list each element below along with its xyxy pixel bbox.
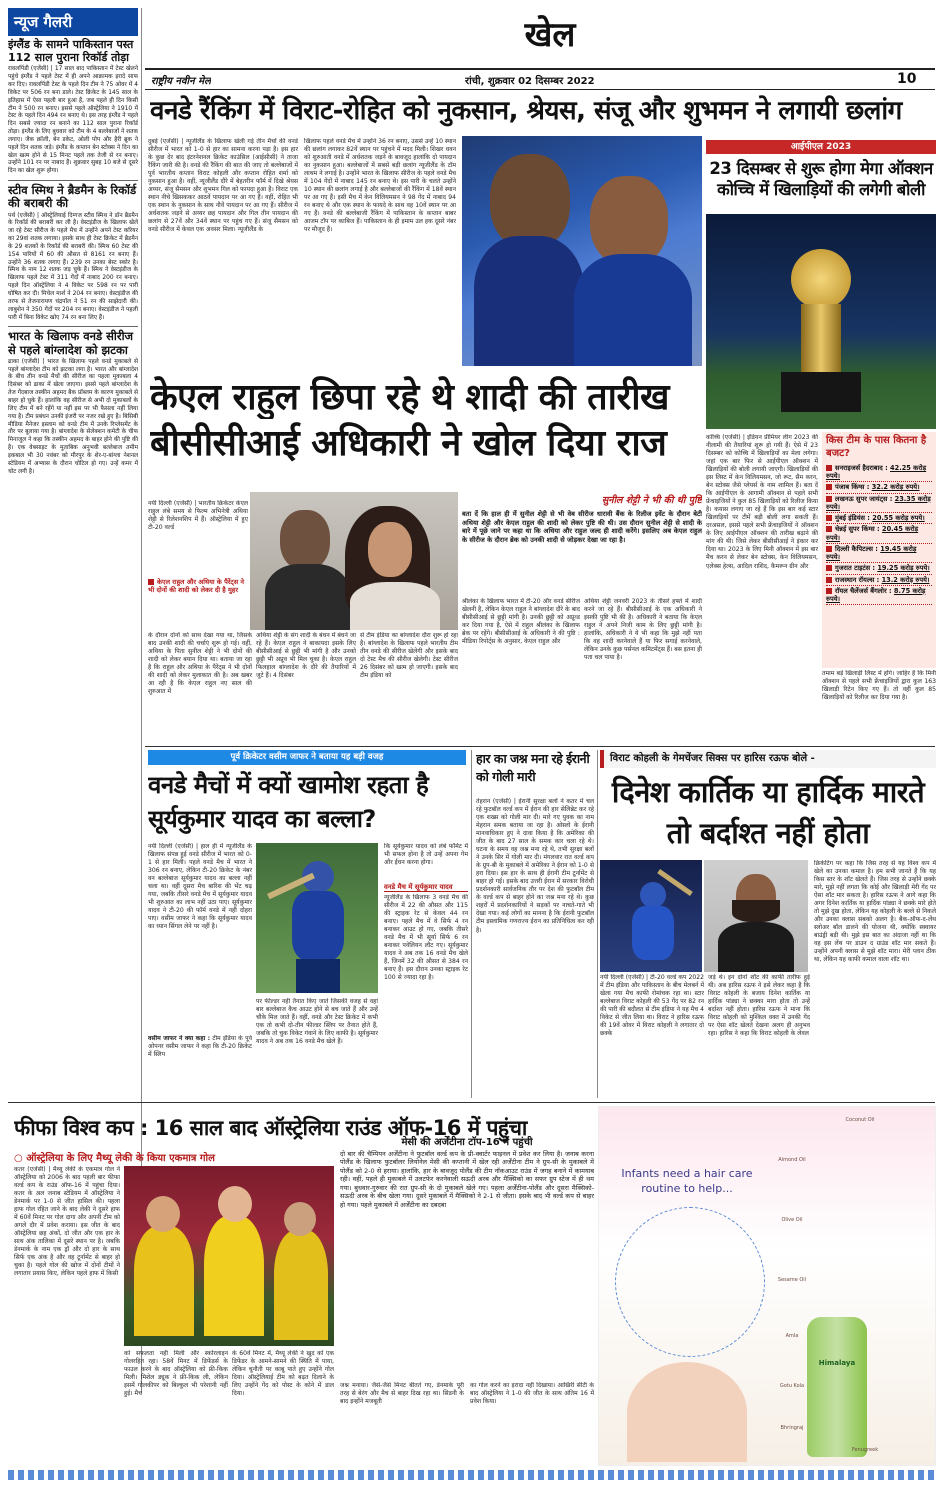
- fifa-col-2: को सफलता नहीं मिली और स्कोरलाइन गोलरहित रहा। 58वें मिनट में डिफेंडर्स के फाउल करने के बाद ऑस्ट्रेलिया को फ्री-किक मिली। मिशेल ड्यूक ने फ्री-किक ली, लेकिन इसमें गोलकीपर को बिल्कुल भी परेशानी नहीं हुई। मैच: [124, 1350, 228, 1398]
- messi-body: दो बार की चैम्पियन अर्जेंटीना ने फुटबॉल वर्ल्ड कप के प्री-क्वार्टर फाइनल में प्रवेश कर लिया है। जनाब करना पोलैंड के खिलाफ फुटबॉलर लियोनेल मेसी की कप्तानी में खेल रही अर्जेंटीना टीम ने ग्रुप-सी के मुकाबले में पोलैंड को 2-0 से हराया। हालांकि, हार के बावजूद पोलैंड की टीम नॉकआउट राउंड में जगह बनाने में कामयाब रही। वहीं, पहले ही मुकाबले में उलटफेर करनेवाली सऊदी अरब और मैक्सिको का सफर ग्रुप स्टेज में ही थम गया। बुधवार-गुरुवार की रात ग्रुप-सी के दो मुकाबले खेले गए। पहला अर्जेंटीना-पोलैंड और दूसरा मैक्सिको-सऊदी अरब के बीच खेला गया। दूसरे मुकाबले में मैक्सिको ने 2-1 से जीता। इसके बाद भी वर्ल्ड कप से बाहर हो गया। पहले मुकाबले में अर्जेंटीना का दबदबा: [340, 1150, 594, 1209]
- divider: [8, 180, 138, 181]
- budget-row: गुजरात टाइटंस : 19.25 करोड़ रुपये।: [826, 563, 932, 574]
- column-rule: [597, 750, 598, 1098]
- bullet-square-icon: [826, 588, 832, 594]
- page-number: 10: [897, 71, 917, 87]
- rahul-col-f: अथिया शेट्टी जनवरी 2023 के तीसरे हफ्ते में शादी करने जा रहे हैं। बीसीसीआई के एक अधिकारी ने इसकी पुष्टि भी की है। अधिकारी ने बताया कि केएल राहुल ने अपने निजी काम के लिए छुट्टी मांगी है। हालांकि, अधिकारी ने ये भी कहा कि मुझे नहीं पता कि वह शादी करनेवाले हैं या फिर सगाई करनेवाले, लेकिन उनके कुछ पर्सनल कमिटमेंट्स हैं। बस इतना ही पता चल पाया है।: [584, 598, 702, 662]
- gallery-body-1: रावलपिंडी (एजेंसी) | 17 साल बाद पाकिस्तान में टेस्ट खेलने पहुंचे इंग्लैंड ने पहले टेस्ट में ही अपने आक्रामक इरादे साफ कर दिए। रावलपिंडी टेस्ट के पहले दिन टीम ने 75 ओवर में 4 विकेट पर 506 रन बना डाले। टेस्ट क्रिकेट के 145 साल के इतिहास में ऐसा पहली बार हुआ है, जब पहले ही दिन किसी टीम ने 500 रन बनाए। इससे पहले ऑस्ट्रेलिया ने 1910 में टेस्ट के पहले दिन 494 रन बनाए थे। इस तरह इंग्लैंड ने पहले दिन सबसे ज्यादा रन बनाने का 112 साल पुराना रिकॉर्ड तोड़ा। इंग्लैंड के लिए बुधवार को टीम के 4 बल्लेबाजों ने शतक लगाए। जैक क्रॉली, बेन डकेट, ओली पोप और हैरी ब्रूक ने पहले दिन शतक जड़े। इंग्लैंड के कप्तान बेन स्टोक्स ने दिन का खेल खत्म होने से 15 मिनट पहले तक तेजी से रन बनाए। उन्होंने 101 रन पर नाबाद हैं। शुक्रवार सुबह 10 बजे से दूसरे दिन का खेल शुरू होगा।: [8, 66, 138, 175]
- surya-col-2: पर फील्डर नहीं तैनात किए जाते जिसकी वजह से वहां बार बल्लेबाज कैच आउट होने से बच जाते हैं और उन्हें चौके मिल जाते हैं। वहीं, वनडे और टेस्ट क्रिकेट में कभी एक तो कभी दो-तीन फील्डर स्लिप पर तैनात होते हैं, जबकि तो चुक विकेट गंवाने के लिए काफी है। सूर्यकुमार यादव ने अब तक 16 वनडे मैच खेले हैं।: [256, 998, 378, 1046]
- australia-players-photo: [124, 1166, 334, 1346]
- rahul-col-d: बता दें कि हाल ही में सुनील शेट्टी से भी वेब सीरीज धारावी बैंक के रिलीज इवेंट के दौरान बेटी अथिया शेट्टी और केएल राहुल की शादी को लेकर पुष्टि की थी। उस दौरान सुनील शेट्टी से शादी के बारे में पूछे जाने पर कहा था कि अथिया और राहुल जल्द ही शादी करेंगे। इसलिए अब केएल राहुल के सीरीज के दौरान ब्रेक को उनकी शादी से जोड़कर देखा जा रहा है।: [462, 510, 702, 545]
- rahul-col-a: के दौरान दोनों को साथ देखा गया था, जिसके बाद उनकी शादी की चर्चाएं शुरू हो गई। वहीं, अथिया के पिता सुनील शेट्टी ने भी दोनों की शादी को लेकर बयान दिया था। बताया जा रहा है कि राहुल और अथिया के पैरेंट्स ने भी दोनों की शादी को लेकर मुलाकात की है। अब खबर आ रही है कि केएल राहुल नए साल की शुरुआत में: [148, 632, 252, 696]
- paper-name: राष्ट्रीय नवीन मेल: [151, 76, 211, 87]
- iran-body: तेहरान (एजेंसी) | ईरानी सुरक्षा बलों ने कतर में चल रहे फुटबॉल वर्ल्ड कप में ईरान की हार सेलिब्रेट कर रहे एक शख्स को गोली मार दी। मारे गए युवक का नाम मेहरान समक बताया जा रहा है। ओस्लो के ईरानी मानवाधिकार हुए ने दावा किया है कि अमेरिका की जीत के बाद 27 साल के समक कार चला रहे थे। घटना के समय वह जश्न मना रहे थे, तभी सुरक्षा बलों ने उनके सिर में गोली मार दी। मंगलवार रात वर्ल्ड कप के ग्रुप-बी के मुकाबले में अमेरिका ने ईरान को 1-0 से हरा दिया। इस हार के साथ ही ईरानी टीम टूर्नामेंट से बाहर हो गई। इसके बाद उत्तरी ईरान में सरकार विरोधी प्रदर्शनकारी सार्वजनिक तौर पर देश की फुटबॉल टीम के वर्ल्ड कप से बाहर होने का जश्न मना रहे थे। कुछ शहरों में प्रदर्शनकारियों ने सड़कों पर नाचते-गाते भी देखा गया। कई लोगों का मानना है कि ईरानी फुटबॉल टीम इस्लामिक गणराज्य ईरान का प्रतिनिधित्व कर रही है।: [476, 798, 594, 934]
- budget-row: राजस्थान रॉयल्स : 13.2 करोड़ रुपये।: [826, 575, 932, 586]
- surya-col-1: नयी दिल्ली (एजेंसी) | हाल ही में न्यूजीलैंड के खिलाफ संपन्न हुई वनडे सीरीज में भारत को 0-1 से हार मिली। पहले वनडे मैच में भारत ने 306 रन बनाए, लेकिन टी-20 क्रिकेट के नंबर वन बल्लेबाज सूर्यकुमार यादव का बल्ला नहीं चला था। वहीं दूसरा मैच बारिश की भेंट चढ़ गया, जबकि तीसरे वनडे मैच में सूर्यकुमार यादव भी शुरुआत का लाभ नहीं उठा पाए। सूर्यकुमार यादव ने टी-20 की फॉर्म वनडे में नहीं दोहरा पाए। वसीम जाफर ने कहा कि सूर्यकुमार यादव का ध्यान सिंगल लेने पर नहीं है।: [148, 843, 252, 931]
- budget-row: चेन्नई सुपर किंग्स : 20.45 करोड़ रुपये।: [826, 524, 932, 543]
- fifa-col-3: के 60वें मिनट में, मैथ्यू लेकी ने खुद को एक डिफेंडर के आमने-सामने की स्थिति में पाया, लेकिन चुनौती पर काबू पाते हुए उन्होंने गोल दिया। ऑस्ट्रेलियाई टीम को बढ़त दिलाने के लिए उन्होंने गेंद को पोस्ट के कोने में डाल दिया।: [232, 1350, 334, 1398]
- rahul-athiya-photo: [250, 492, 458, 630]
- rahul-col-b: अथिया शेट्टी के संग शादी के बंधन में बंधने जा रहे हैं। केएल राहुल ने बाकायदा इसके लिए बीसीसीआई से छुट्टी भी मांगी है और उनको छुट्टी भी अप्रूव भी मिल चुका है। केएल राहुल फिलहाल बांग्लादेश के दौरे की तैयारियों में जुटे हैं। 4 दिसंबर: [256, 632, 356, 680]
- budget-row: दिल्ली कैपिटल्स : 19.45 करोड़ रुपये।: [826, 544, 932, 563]
- surya-sub-kicker: वनडे मैच में सूर्यकुमार यादव: [384, 882, 468, 892]
- surya-col-3: कि सूर्यकुमार यादव को लंबे फॉर्मेट में भी सफल होना है तो उन्हें अपना गेम और ईंधन करना होगा।: [384, 843, 468, 867]
- rahul-intro: नयी दिल्ली (एजेंसी) | भारतीय क्रिकेटर केएल राहुल लंबे समय से फिल्म अभिनेत्री अथिया शेट्टी से रिलेशनशिप में हैं। ऑस्ट्रेलिया में हुए टी-20 वर्ल्ड: [148, 500, 248, 532]
- rahul-col-e: श्रीलंका के खिलाफ भारत में टी-20 और वनडे सीरीज खेलनी है, लेकिन केएल राहुल ने बांग्लादेश दौरे के बाद बीसीसीआई से छुट्टी मांगी है। उनकी छुट्टी को अप्रूव्ड कर दिया गया है, ऐसे में राहुल श्रीलंका के खिलाफ ब्रेक पर रहेंगे। बीसीसीआई के अधिकारी ने की पुष्टि : मीडिया रिपोर्ट्स के अनुसार, केएल राहुल और: [462, 598, 580, 646]
- dateline: रांची, शुक्रवार 02 दिसम्बर 2022: [465, 76, 595, 87]
- jaffer-text: टीम इंडिया के पूर्व ओपनर वसीम जाफर ने कहा कि टी-20 क्रिकेट में स्लिप: [148, 1035, 252, 1059]
- ipl-budget-box: [822, 432, 936, 668]
- surya-headline: वनडे मैचों में क्यों खामोश रहता है सूर्यकुमार यादव का बल्ला?: [148, 771, 429, 834]
- ipl-trophy-photo: [706, 214, 936, 429]
- ingredient-label: Gotu Kola: [779, 1383, 805, 1389]
- budget-box-title: किस टीम के पास कितना है बजट?: [826, 435, 927, 459]
- ranking-col-1: दुबई (एजेंसी) | न्यूजीलैंड के खिलाफ खेली गई तीन मैचों की वनडे सीरीज में भारत को 1-0 से हार का सामना करना पड़ा है। इस हार के कुछ देर बाद इंटरनेशनल क्रिकेट काउंसिल (आईसीसी) ने ताजा रैंकिंग जारी की है। वनडे की रैंकिंग की बात की जाए तो बल्लेबाजों में पूर्व भारतीय कप्तान विराट कोहली और कप्तान रोहित शर्मा को नुकसान हुआ है। वहीं, न्यूजीलैंड दौरे में बेहतरीन फॉर्म में दिखे श्रेयस अय्यर, संजू सैमसन और शुभमन गिल को फायदा हुआ है। विराट एक स्थान नीचे खिसककर आठवें पायदान पर आ गए हैं। वहीं, रोहित भी एक स्थान के नुकसान के साथ नौवें पायदान पर आ गए हैं। सीरीज में अर्धशतक जड़ने से अय्यर छह पायदान और गिल तीन पायदान की छलांग से 27वें और 34वें स्थान पर पहुंच गए हैं। संजू सैमसन को वनडे सीरीज में केवल एक अवसर मिला। न्यूजीलैंड के: [148, 138, 298, 234]
- bullet-square-icon: [826, 577, 832, 583]
- ingredient-label: Almond Oil: [778, 1157, 806, 1163]
- baby-image: [627, 1362, 747, 1462]
- messi-col-2: जश्न मनाया। जैसे-जैसे मिनट बीतते गए, डेनमार्क पूरी तरह से बेरंग और मैच से बाहर दिख रहा था। सिडनी के बाद इन्होंने मजबूती: [340, 1382, 464, 1406]
- ipl-tag: आईपीएल 2023: [706, 140, 936, 154]
- surya-kicker: पूर्व क्रिकेटर वसीम जाफर ने बताया यह बड़ी वजह: [148, 750, 466, 765]
- ingredient-label: Sesame Oil: [777, 1277, 807, 1283]
- surya-jaffer: [148, 1035, 252, 1098]
- kohli-batting-photo: [600, 860, 702, 972]
- gallery-body-2: पर्थ (एजेंसी) | ऑस्ट्रेलियाई दिग्गज स्टीव स्मिथ ने डॉन ब्रैडमैन के रिकॉर्ड की बराबरी कर ली है। वेस्टइंडीज के खिलाफ खेले जा रहे टेस्ट सीरीज के पहले मैच में उन्होंने अपने टेस्ट करियर का 29वां शतक लगाया। इसके साथ ही टेस्ट क्रिकेट में ब्रैडमैन के 29 शतकों के रिकॉर्ड की बराबरी की। स्मिथ 60 टेस्ट की 154 पारियों में 60 की औसत से 8161 रन बनाए हैं। उन्होंने 36 शतक लगाए हैं। 239 रन उनका बेस्ट स्कोर है। स्मिथ के नाम 12 शतक जड़ चुके हैं। स्मिथ ने वेस्टइंडीज के खिलाफ पहले टेस्ट में 311 गेंदों में नाबाद 200 रन बनाए। पहले दिन ऑस्ट्रेलिया ने 4 विकेट पर 598 रन पर पारी घोषित कर दी। मिचेल मार्श ने 204 रन बनाए। वेस्टइंडीज की तरफ से तेजनारायण चंद्रपॉल ने 51 रन की साझेदारी की। लाबुशेन ने 350 गेंदों पर 204 रन बनाए। वेस्टइंडीज ने पहली पारी में बिना विकेट खोए 74 रन बना लिए हैं।: [8, 212, 138, 321]
- divider: [8, 1102, 935, 1103]
- budget-row: मुंबई इंडियंस : 20.55 करोड़ रुपये।: [826, 513, 932, 524]
- rauf-headline: दिनेश कार्तिक या हार्दिक मारते तो बर्दाश्त नहीं होता: [611, 775, 925, 851]
- bullet-square-icon: [826, 465, 832, 471]
- fifa-headline: फीफा विश्व कप : 16 साल बाद ऑस्ट्रेलिया राउंड ऑफ-16 में पहुंचा: [14, 1116, 527, 1140]
- bullet-square-icon: [826, 515, 832, 521]
- rauf-col-3: क्रिकेटिंग पर कहा कि जिस तरह से यह विश्व कप में खेले का उनका कमाल है। हम सभी जानते हैं कि यह किस स्तर के शॉट खेलते हैं। जिस तरह से उन्होंने छक्के मारे, मुझे नहीं लगता कि कोई और खिलाड़ी मेरी गेंद पर ऐसा शॉट मार सकता है। हारिस रऊफ ने आगे कहा कि अगर दिनेश कार्तिक या हार्दिक पांड्या ने छक्के मारे होते तो मुझे दुख होता, लेकिन यह कोहली के बल्ले से निकले और उनका क्लास सबको अलग है। बैक-ऑफ-द-लेंथ स्लोअर बॉल डालने की योजना थी, क्योंकि स्क्वायर बाउंड्री बड़ी थी। मुझे इस बात का अंदाजा नहीं था कि वह इस लेंथ पर डाउन द ग्राउंड शॉट मार सकते हैं। उन्होंने अपनी क्लास से मुझे शॉट मारा। मेरी प्लान ठीक था, लेकिन यह काफी कमाल वाला शॉट था।: [814, 860, 936, 964]
- bullet-square-icon: [826, 546, 832, 552]
- rauf-col-2: जड़े थे। इन दोनों शॉट की काफी तारीफ हुई थी। अब हारिस रऊफ ने इसे लेकर कहा है कि विराट कोहली के बजाय दिनेश कार्तिक या हार्दिक पांड्या ने छक्का मारा होता तो उन्हें बर्दाश्त नहीं होता। हारिस रऊफ ने माना कि विराट कोहली को मुश्किल वक्त में उनकी गेंद पर ऐसा शॉट खेलते देखना अलग ही अनुभव रहा। हारिस ने कहा कि विराट कोहली के लेवल: [708, 974, 810, 1038]
- suryakumar-photo: [256, 843, 378, 993]
- ad-brand: Himalaya: [818, 1359, 856, 1367]
- column-rule: [471, 750, 472, 1098]
- messi-headline: मेसी की अर्जेंटीना टॉप-16 में पहुंची: [401, 1137, 533, 1148]
- gallery-headline-2: स्टीव स्मिथ ने ब्रैडमैन के रिकॉर्ड की बराबरी की: [8, 183, 137, 211]
- rahul-caption: केएल राहुल और अथिया के पैरेंट्स ने भी दोनों की शादी को लेकर दी है मुहर: [148, 578, 244, 595]
- page-bottom-border: [8, 1470, 935, 1480]
- ingredient-label: Coconut Oil: [845, 1117, 875, 1123]
- rahul-headline-2: बीसीसीआई अधिकारी ने खोल दिया राज: [150, 423, 667, 464]
- fifa-kicker: ○ ऑस्ट्रेलिया के लिए मैथ्यू लेकी के किया एकमात्र गोल: [14, 1153, 215, 1164]
- ranking-col-2: खिलाफ पहले वनडे मैच में उन्होंने 36 रन बनाए, उससे उन्हें 10 स्थान की छलांग लगाकर 82वें स्थान पर पहुंचने में मदद मिली। शिखर धवन को शुरुआती वनडे में अर्धशतक जड़ने के बावजूद हालांकि दो पायदान का नुकसान हुआ। बल्लेबाजों में सबसे बड़ी छलांग न्यूजीलैंड के टॉम लाथम ने लगाई है। उन्होंने भारत के खिलाफ सीरीज के पहले वनडे मैच में 104 गेंदों में नाबाद 145 रन बनाए थे। इस पारी के चलते उन्होंने 10 स्थान की छलांग लगाई है और बल्लेबाजों की रैंकिंग में 18वें स्थान पर आ गए हैं। इसी मैच में केन विलियमसन ने 98 गेंद में नाबाद 94 रन बनाए थे और एक स्थान के फायदे के साथ वह 10वें स्थान पर आ गए हैं। वनडे की बल्लेबाजी रैंकिंग में पाकिस्तान के कप्तान बाबर आजम टॉप पर काबिज हैं। पाकिस्तान के ही इमाम उल हक दूसरे नंबर पर मौजूद हैं।: [304, 138, 456, 234]
- ranking-headline: वनडे रैंकिंग में विराट-रोहित को नुकसान, श्रेयस, संजू और शुभमन ने लगायी छलांग: [150, 96, 902, 126]
- gallery-body-3: ढाका (एजेंसी) | भारत के खिलाफ पहले वनडे मुकाबले से पहले बांग्लादेश टीम को झटका लगा है। भारत और बांग्लादेश के बीच तीन वनडे मैचों की सीरीज का पहला मुकाबला 4 दिसंबर को ढाका में खेला जाएगा। इससे पहले बांग्लादेश के तेज गेंदबाज तस्कीन अहमद बैक प्रॉब्लम के कारण मुकाबले से बाहर हो चुके हैं। हालांकि वह सीरीज से अभी दो मुकाबलों के लिए टीम में बने रहेंगे या नहीं इस पर भी फैसला नहीं लिया गया है। टीम प्रबंधन उनकी इंजरी पर नजर रखे हुए है। बिसिबी मीडिया मैनेजर इस्लाम को वनडे टीम में उनके रिप्लेसमेंट के तौर पर बुलाया गया है। बांग्लादेश के सेलेक्शन कमेटी के चीफ मिनाजुल ने कहा कि तस्कीन अहमद के बाहर होने की पुष्टि की है। एक वेबसाइट के मुताबिक अनुभवी बल्लेबाज तमीम इकबाल भी 30 नवंबर को मीरपुर के शेर-ए-बांग्ला नेशनल स्टेडियम में अभ्यास के दौरान चोटिल हो गए। उन्हें कमर में चोट लगी है।: [8, 358, 138, 475]
- messi-col-3: का गोल करने का इरादा नहीं दिखाया। आखिरी सीटी के बाद ऑस्ट्रेलिया ने 1-0 की जीत के साथ अंतिम 16 में प्रवेश किया।: [470, 1382, 594, 1406]
- budget-row: रॉयल चैलेंजर्स बैंगलोर : 8.75 करोड़ रुपये।: [826, 586, 932, 605]
- news-gallery-label: न्यूज गैलरी: [8, 8, 138, 36]
- ingredient-label: Amla: [785, 1333, 799, 1339]
- bullet-square-icon: [826, 496, 832, 502]
- masthead-bar: [145, 68, 935, 90]
- bullet-square-icon: [148, 579, 154, 585]
- fifa-col-1: कतर (एजेंसी) | मैथ्यू लेकी के एकमात्र गोल ने ऑस्ट्रेलिया को 2006 के बाद पहली बार फीफा वर्ल्ड कप के राउंड ऑफ-16 में पहुंचा दिया। कतर के अल जनाब स्टेडियम में ऑस्ट्रेलिया ने डेनमार्क पर 1-0 से जीत हासिल की। पहला हाफ गोल रहित जाने के बाद लेकी ने दूसरे हाफ में 60वें मिनट पर गोल दागा और अपनी टीम को अगले दौर में प्रवेश कराया। इस जीत के बाद ऑस्ट्रेलिया छह अंकों, दो जीत और एक हार के साथ अंक तालिका में दूसरे स्थान पर है। जबकि डेनमार्क के नाम एक ड्रॉ और दो हार के साथ सिर्फ एक अंक है और वह टूर्नामेंट से बाहर हो चुका है। पहले गोल की खोज में दोनों टीमों ने लगातार प्रयास किए, लेकिन पहले हाफ में किसी: [14, 1166, 120, 1278]
- section-title: खेल: [524, 15, 576, 55]
- ad-title: Infants need a hair care routine to help...: [621, 1167, 753, 1195]
- budget-row: पंजाब किंग्स : 32.2 करोड़ रुपये।: [826, 482, 932, 493]
- rauf-kicker: विराट कोहली के गेमचेंजर सिक्स पर हारिस रऊफ बोले -: [600, 750, 936, 768]
- divider: [145, 746, 935, 747]
- bullet-square-icon: [826, 565, 832, 571]
- gallery-headline-3: भारत के खिलाफ वनडे सीरीज से पहले बांग्लादेश को झटका: [8, 329, 134, 357]
- ipl-body-2: तमाम बड़े खिलाड़ी लिस्ट में होंगे। जाहिर है कि मिनी ऑक्शन से पहले सभी फ्रेंचाइजियों द्वारा कुल 163 खिलाड़ी रिटेन किए गए हैं। तो वहीं कुल 85 खिलाड़ियों को रिलीज कर दिया गया है।: [822, 670, 936, 702]
- bullet-square-icon: [826, 484, 832, 490]
- himalaya-ad: [598, 1106, 936, 1466]
- budget-row: लखनऊ सुपर जायंट्स : 23.35 करोड़ रुपये।: [826, 494, 932, 513]
- ingredient-label: Fenugreek: [851, 1447, 879, 1453]
- rahul-col-c: से टीम इंडिया का बांग्लादेश दौरा शुरू हो रहा है। बांग्लादेश के खिलाफ पहले भारतीय टीम तीन वनडे की सीरीज खेलेगी और इसके बाद दो टेस्ट मैच की सीरीज खेलेगी। टेस्ट सीरीज 26 दिसंबर को खत्म हो जाएगी। इसके बाद टीम इंडिया को: [360, 632, 458, 680]
- rauf-col-1: नयी दिल्ली (एजेंसी) | टी-20 वर्ल्ड कप 2022 में टीम इंडिया और पाकिस्तान के बीच मेलबर्न में खेला गया मैच काफी रोमांचक रहा था। स्टार बल्लेबाज विराट कोहली की 53 गेंद पर 82 रन की पारी की बदौलत से टीम इंडिया ने यह मैच 4 विकेट से जीत लिया था। विराट ने हारिस रऊफ की 19वें ओवर में विराट कोहली ने लगातार दो छक्के: [600, 974, 704, 1038]
- kohli-rohit-photo: [462, 136, 702, 366]
- budget-row: सनराइजर्स हैदराबाद : 42.25 करोड़ रुपये।: [826, 463, 932, 482]
- iran-headline: हार का जश्न मना रहे ईरानी को गोली मारी: [476, 751, 590, 784]
- ingredient-label: Olive Oil: [781, 1217, 803, 1223]
- ipl-headline: 23 दिसम्बर से शुरू होगा मेगा ऑक्शन कोच्चि में खिलाड़ियों की लगेगी बोली: [709, 159, 933, 200]
- ad-routine-circle: [615, 1207, 765, 1357]
- ipl-body-1: कोच्चि (एजेंसी) | इंडियन प्रीमियर लीग 2023 की नीलामी की तैयारियां शुरू हो गयी हैं। ऐसे में 23 दिसम्बर को कोच्चि में खिलाड़ियों का मेला लगेगा। जहां एक बार फिर से आईपीएल ऑक्शन में खिलाड़ियों की बोली लगायी जाएगी। खिलाड़ियों की इस लिस्ट में केन विलियमसन, जो रूट, सैम करन, बेन स्टोक्स जैसे प्लेयर्स के नाम शामिल हैं। बता दें कि आईपीएल के आगामी ऑक्शन से पहले सभी फ्रेंचाइजियों ने कुल 85 खिलाड़ियों को रिलीज किया है। कयास लगाए जा रहे हैं कि इस बार कई स्टार खिलाड़ियों पर टीमें बड़ी बोली लगा सकती हैं। दरअसल, इससे पहले सभी फ्रेंचाइजियों ने ऑक्शन के लिए आईपीएल ऑक्शन की तारीख बढ़ाने की मांग की थी। जिसे लेकर बीसीसीआई ने इंकार कर दिया था। 2023 के लिए मिनी ऑक्शन में इस बार मैच करन से लेकर बेन स्टोक्स, केन विलियमसन, एलेक्स हेल्स, आदिल राशिद, कैमरून ग्रीन और: [706, 434, 818, 570]
- rahul-kicker: सुनील शेट्टी ने भी की थी पुष्टि: [601, 495, 702, 506]
- jaffer-lead: वसीम जाफर ने क्या कहा :: [148, 1035, 211, 1042]
- ingredient-label: Bhringraj: [780, 1425, 804, 1431]
- rahul-headline-1: केएल राहुल छिपा रहे थे शादी की तारीख: [150, 377, 670, 418]
- bullet-square-icon: [826, 526, 832, 532]
- divider: [8, 326, 138, 327]
- haris-rauf-photo: [704, 860, 808, 972]
- surya-col-3b: न्यूजीलैंड के खिलाफ 3 वनडे मैच की सीरीज में 22 की औसत और 115 की स्ट्राइक रेट से केवल 44 रन बनाए। पहले मैच में वे सिर्फ 4 रन बनाकर आउट हो गए, जबकि तीसरे वनडे मैच में भी सूर्या सिर्फ 6 रन बनाकर पवेलियन लौट गए। सूर्यकुमार यादव ने अब तक 16 वनडे मैच खेले हैं, जिनमें 32 की औसत से 384 रन बनाए हैं। इस दौरान उनका स्ट्राइक रेट 100 से ज्यादा रहा है।: [384, 894, 468, 982]
- gallery-headline-1: इंग्लैंड के सामने पाकिस्तान पस्त 112 साल पुराना रिकॉर्ड तोड़ा: [8, 38, 134, 64]
- bullet-circle-icon: ○: [14, 1153, 23, 1164]
